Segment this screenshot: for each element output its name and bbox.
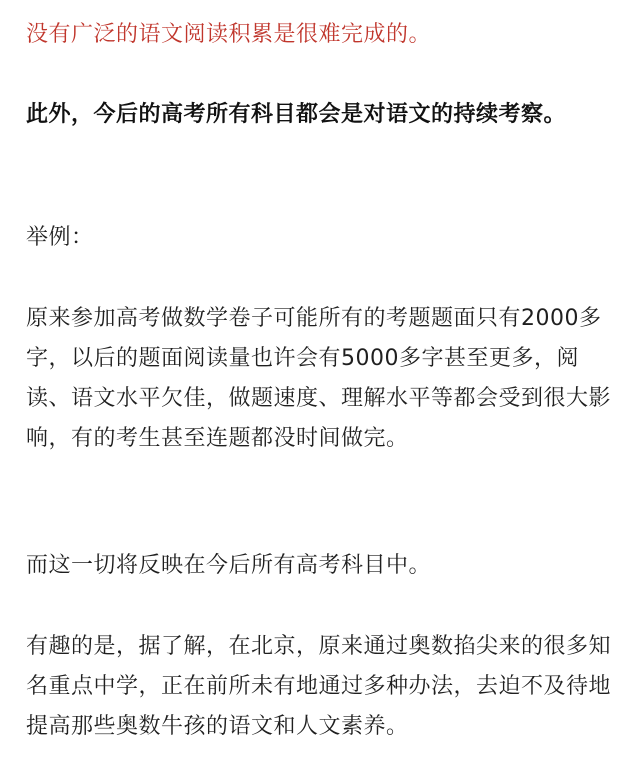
paragraph-example-detail: 原来参加高考做数学卷子可能所有的考题题面只有2000多字，以后的题面阅读量也许会有5000多字甚至更多，阅读、语文水平欠佳，做题速度、理解水平等都会受到很大影响，有的考生甚至连题都没时间做完。 (26, 306, 612, 451)
paragraph-interesting: 有趣的是，据了解，在北京，原来通过奥数掐尖来的很多知名重点中学，正在前所未有地通过多种办法，去迫不及待地提高那些奥数牛孩的语文和人文素养。 (26, 634, 612, 739)
paragraph-highlighted: 没有广泛的语文阅读积累是很难完成的。 (26, 22, 432, 47)
paragraph-example-label: 举例： (26, 225, 94, 250)
paragraph-bold: 此外，今后的高考所有科目都会是对语文的持续考察。 (26, 102, 567, 127)
paragraph-reflection: 而这一切将反映在今后所有高考科目中。 (26, 553, 432, 578)
